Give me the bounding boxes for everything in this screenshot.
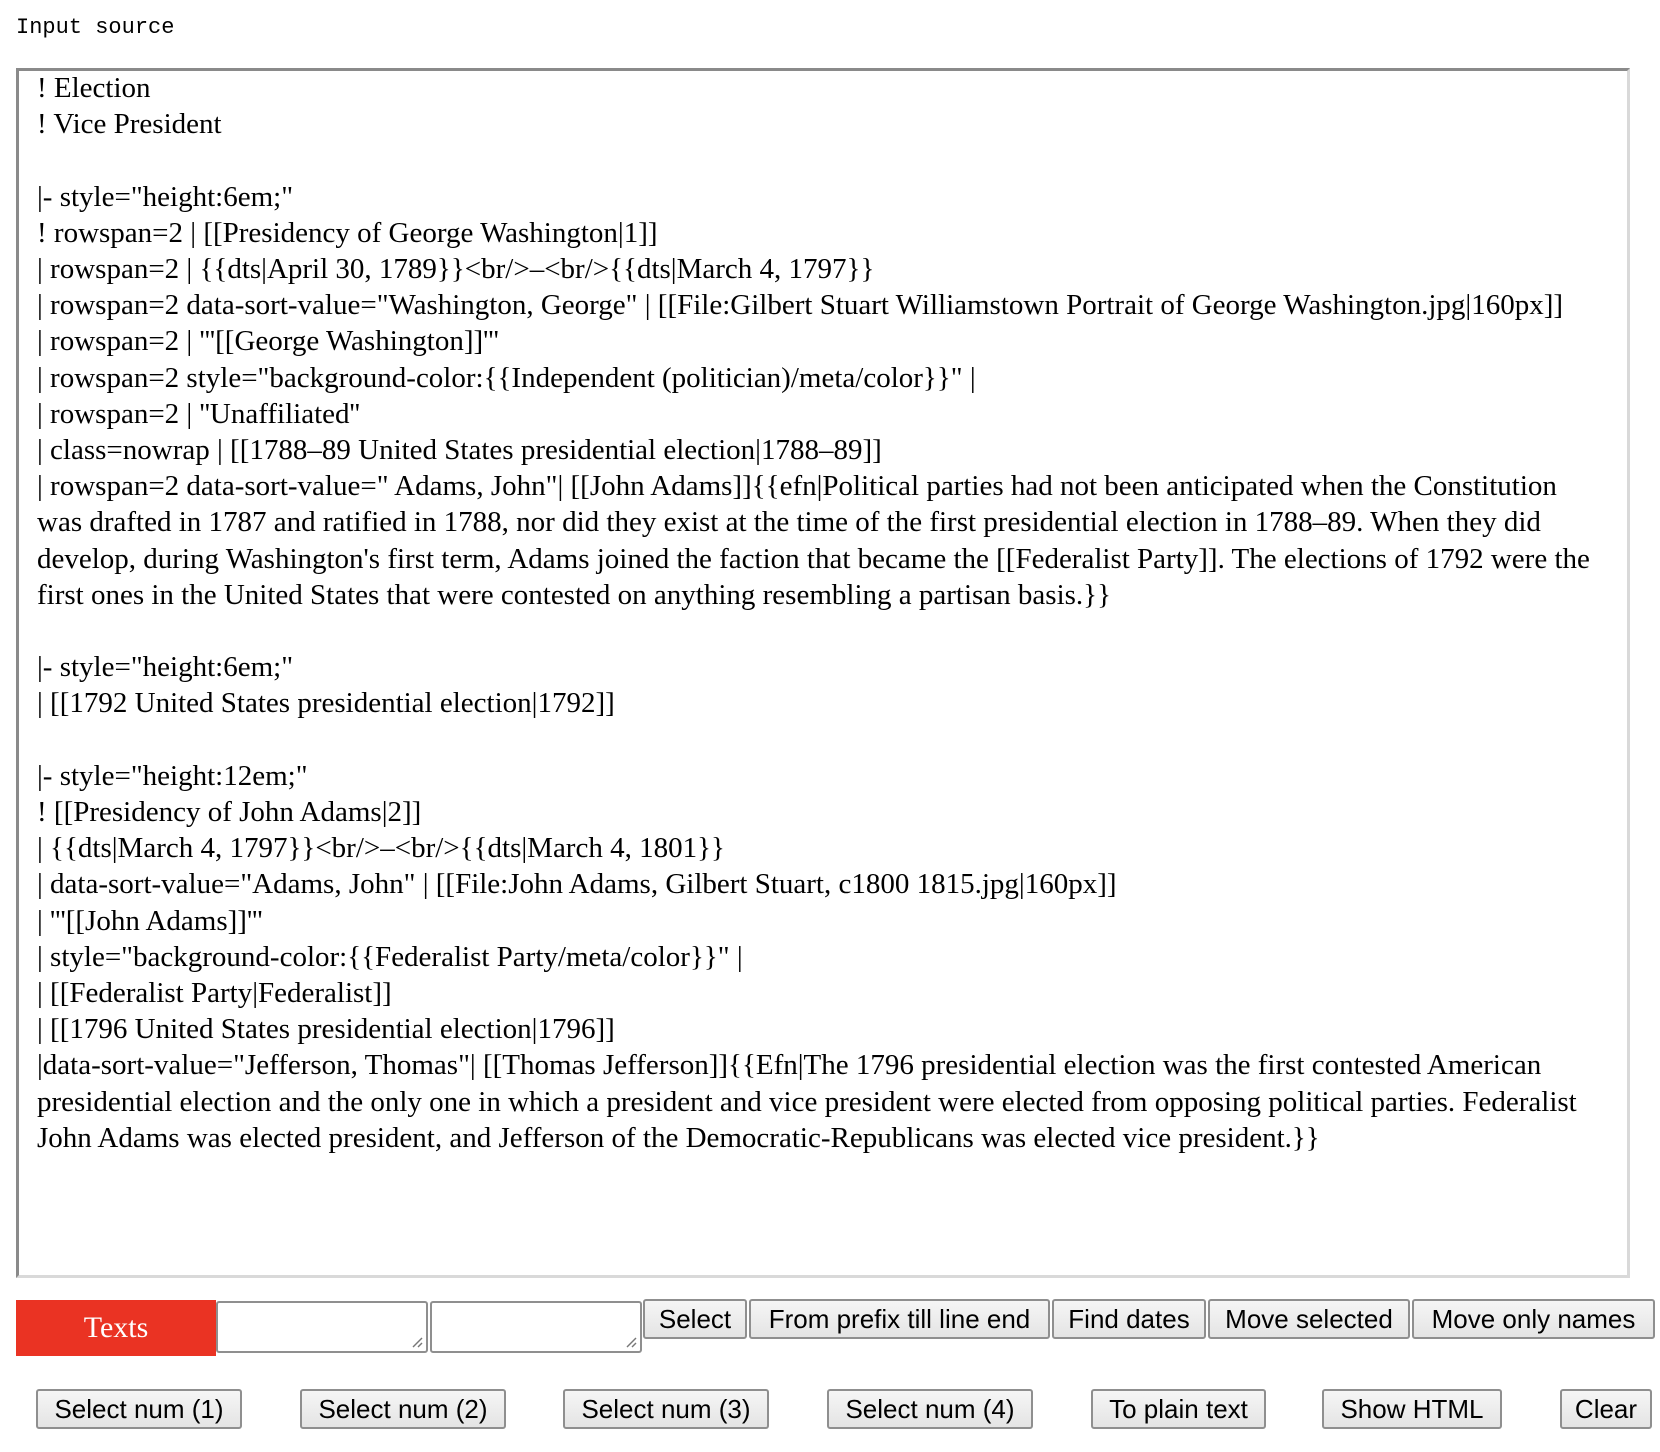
prefix-till-line-end-button[interactable]: From prefix till line end (749, 1299, 1050, 1339)
clear-button[interactable]: Clear (1560, 1389, 1652, 1429)
move-only-names-button[interactable]: Move only names (1412, 1299, 1655, 1339)
to-plain-text-button[interactable]: To plain text (1091, 1389, 1266, 1429)
resize-grip-icon[interactable] (625, 1336, 637, 1348)
input-source-label: Input source (16, 15, 175, 40)
show-html-button[interactable]: Show HTML (1322, 1389, 1502, 1429)
source-textarea-content[interactable]: ! Election ! Vice President |- style="height:6em;" ! rowspan=2 | [[Presidency of George Washington|1]] | rowspan=2 | {{dts|April 30, 1789}}<br/>–<br/>{{dts|March 4, 1797}} | rowspan=2 data-sort-value="Washington, George" | [[File:Gilbert Stuart Williamstown Portrait of George Washington.jpg|160px]] | rowspan=2 | '''[[George Washington]]''' | rowspan=2 style="background-color:{{Independent (politician)/meta/color}}" | | rowspan=2 | ''Unaffiliated'' | class=nowrap | [[1788–89 United States presidential election|1788–89]] | rowspan=2 data-sort-value=" Adams, John"| [[John Adams]]{{efn|Political parties had not been anticipated when the Constitution was drafted in 1787 and ratified in 1788, nor did they exist at the time of the first presidential election in 1788–89. When they did develop, during Washington's first term, Adams joined the faction that became the [[Federalist Party]]. The elections of 1792 were the first ones in the United States that were contested on anything resembling a partisan basis.}} |- style="height:6em;" | [[1792 United States presidential election|1792]] |- style="height:12em;" ! [[Presidency of John Adams|2]] | {{dts|March 4, 1797}}<br/>–<br/>{{dts|March 4, 1801}} | data-sort-value="Adams, John" | [[File:John Adams, Gilbert Stuart, c1800 1815.jpg|160px]] | '''[[John Adams]]''' | style="background-color:{{Federalist Party/meta/color}}" | | [[Federalist Party|Federalist]] | [[1796 United States presidential election|1796]] |data-sort-value="Jefferson, Thomas"| [[Thomas Jefferson]]{{Efn|The 1796 presidential election was the first contested American presidential election and the only one in which a president and vice president were elected from opposing political parties. Federalist John Adams was elected president, and Jefferson of the Democratic-Republicans was elected vice president.}} (37, 72, 1590, 1154)
find-dates-button[interactable]: Find dates (1052, 1299, 1206, 1339)
resize-grip-icon[interactable] (411, 1336, 423, 1348)
source-textarea[interactable] (16, 68, 1630, 1278)
select-num-2-button[interactable]: Select num (2) (300, 1389, 506, 1429)
texts-label: Texts (16, 1300, 216, 1356)
prefix-input[interactable] (216, 1301, 428, 1353)
select-button[interactable]: Select (643, 1299, 747, 1339)
select-num-1-button[interactable]: Select num (1) (36, 1389, 242, 1429)
select-num-4-button[interactable]: Select num (4) (827, 1389, 1033, 1429)
select-num-3-button[interactable]: Select num (3) (563, 1389, 769, 1429)
move-selected-button[interactable]: Move selected (1208, 1299, 1410, 1339)
suffix-input[interactable] (430, 1301, 642, 1353)
